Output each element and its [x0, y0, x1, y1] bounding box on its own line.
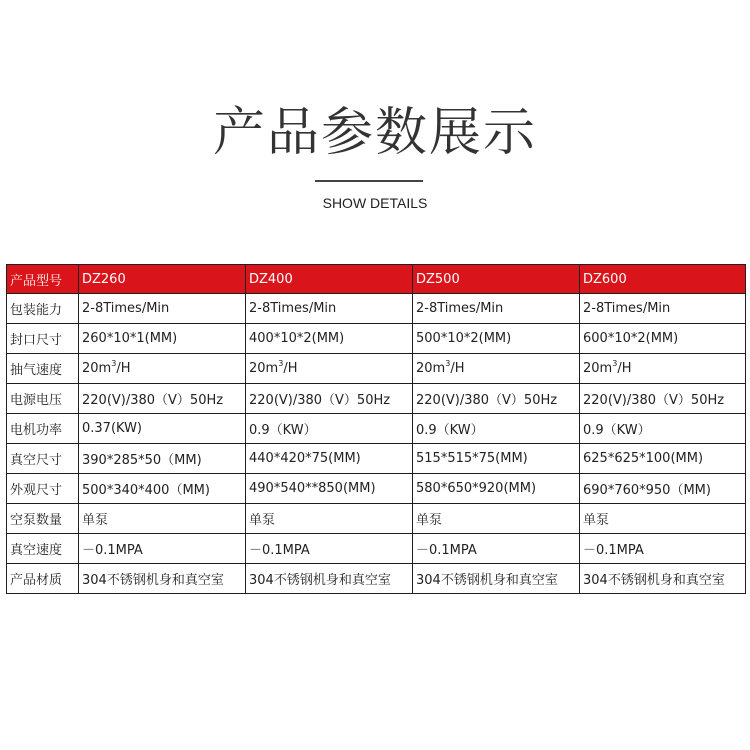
table-cell: 600*10*2(MM) [580, 324, 746, 354]
table-cell: －0.1MPA [580, 534, 746, 564]
cell-value: 20m [416, 361, 446, 376]
header-model-cell: DZ260 [79, 265, 246, 294]
row-label-cell: 空泵数量 [7, 504, 79, 534]
table-cell: 260*10*1(MM) [79, 324, 246, 354]
table-cell: 220(V)/380（V）50Hz [79, 384, 246, 414]
table-cell: 单泵 [580, 504, 746, 534]
row-label-cell: 电源电压 [7, 384, 79, 414]
title-divider [315, 180, 423, 182]
table-cell [413, 354, 580, 384]
cell-suffix: /H [617, 361, 632, 376]
table-row [7, 474, 746, 504]
table-cell: 580*650*920(MM) [413, 474, 580, 504]
table-cell: 500*10*2(MM) [413, 324, 580, 354]
table-cell: 单泵 [246, 504, 413, 534]
row-label-cell: 抽气速度 [7, 354, 79, 384]
table-cell [580, 354, 746, 384]
table-cell: 440*420*75(MM) [246, 444, 413, 474]
table-row [7, 534, 746, 564]
header-label-cell: 产品型号 [7, 265, 79, 294]
table-row [7, 444, 746, 474]
row-label-cell: 包装能力 [7, 294, 79, 324]
cell-value: 20m [583, 361, 613, 376]
table-cell: －0.1MPA [79, 534, 246, 564]
spec-table [6, 264, 746, 594]
table-row [7, 564, 746, 594]
table-cell: 220(V)/380（V）50Hz [413, 384, 580, 414]
table-row [7, 354, 746, 384]
table-cell: 515*515*75(MM) [413, 444, 580, 474]
table-row [7, 504, 746, 534]
row-label-cell: 真空尺寸 [7, 444, 79, 474]
cell-value: 20m [249, 361, 279, 376]
row-label-cell: 电机功率 [7, 414, 79, 444]
table-cell: 690*760*950（MM) [580, 474, 746, 504]
table-cell: －0.1MPA [413, 534, 580, 564]
table-cell: 400*10*2(MM) [246, 324, 413, 354]
table-cell: 单泵 [79, 504, 246, 534]
table-cell [79, 354, 246, 384]
page-title: 产品参数展示 [212, 103, 537, 163]
table-cell: 500*340*400（MM) [79, 474, 246, 504]
table-cell: 2-8Times/Min [246, 294, 413, 324]
table-row [7, 324, 746, 354]
table-cell: 0.9（KW） [246, 414, 413, 444]
cell-suffix: /H [450, 361, 465, 376]
table-row [7, 294, 746, 324]
cell-value: 20m [82, 361, 112, 376]
table-cell: 0.9（KW） [580, 414, 746, 444]
table-cell: 2-8Times/Min [413, 294, 580, 324]
table-cell: 0.9（KW） [413, 414, 580, 444]
row-label-cell: 封口尺寸 [7, 324, 79, 354]
table-header-row [7, 265, 746, 294]
table-row [7, 384, 746, 414]
header-model-cell: DZ500 [413, 265, 580, 294]
table-cell: －0.1MPA [246, 534, 413, 564]
table-cell: 220(V)/380（V）50Hz [580, 384, 746, 414]
table-row [7, 414, 746, 444]
cell-superscript: 3 [278, 359, 284, 368]
table-cell: 0.37(KW) [79, 414, 246, 444]
table-cell: 490*540**850(MM) [246, 474, 413, 504]
table-cell: 304不锈钢机身和真空室 [413, 564, 580, 594]
cell-superscript: 3 [612, 359, 618, 368]
header-model-cell: DZ600 [580, 265, 746, 294]
row-label-cell: 外观尺寸 [7, 474, 79, 504]
table-cell: 625*625*100(MM) [580, 444, 746, 474]
table-cell: 304不锈钢机身和真空室 [79, 564, 246, 594]
cell-suffix: /H [116, 361, 131, 376]
table-cell [246, 354, 413, 384]
row-label-cell: 产品材质 [7, 564, 79, 594]
table-cell: 220(V)/380（V）50Hz [246, 384, 413, 414]
cell-superscript: 3 [445, 359, 451, 368]
cell-superscript: 3 [111, 359, 117, 368]
table-cell: 2-8Times/Min [79, 294, 246, 324]
row-label-cell: 真空速度 [7, 534, 79, 564]
header-model-cell: DZ400 [246, 265, 413, 294]
table-cell: 390*285*50（MM) [79, 444, 246, 474]
table-cell: 2-8Times/Min [580, 294, 746, 324]
page-subtitle: SHOW DETAILS [322, 195, 428, 211]
table-cell: 304不锈钢机身和真空室 [246, 564, 413, 594]
cell-suffix: /H [283, 361, 298, 376]
table-cell: 单泵 [413, 504, 580, 534]
table-cell: 304不锈钢机身和真空室 [580, 564, 746, 594]
